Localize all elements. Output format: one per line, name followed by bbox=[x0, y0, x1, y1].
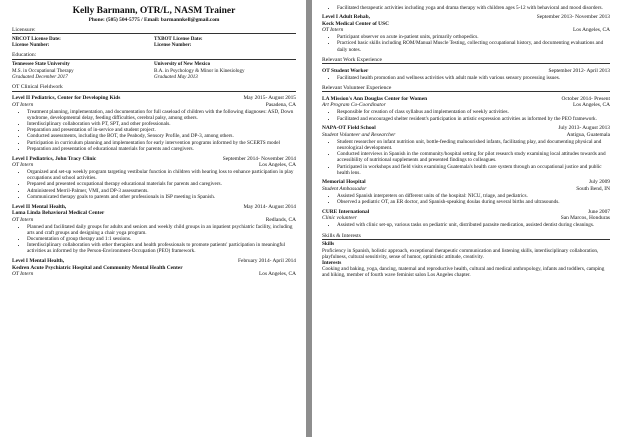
interests-label: Interests bbox=[322, 260, 342, 267]
job-subheader bbox=[322, 132, 610, 139]
job-role: OT Intern bbox=[322, 27, 344, 34]
job-subheader bbox=[322, 215, 610, 222]
job-bullets bbox=[322, 34, 610, 53]
job-bullet: • Administered Merril-Palmer, VMI, and DP-3 assessments. bbox=[27, 188, 296, 194]
job-entry bbox=[322, 125, 610, 176]
job-bullet: • Preparation and presentation of educational materials for parents and caregivers. bbox=[27, 146, 296, 152]
job-entry bbox=[12, 95, 296, 152]
job-bullet: • Participation in curriculum planning and implementation for early intervention programs informed by the SCERTS model bbox=[27, 140, 296, 146]
resume-page-2 bbox=[312, 0, 620, 437]
job-bullet: • Interdisciplinary collaboration with other therapists and health professionals to promote patients' participation in meaningful activities as informed by the Person-Environment-Occupation (PEO) framework. bbox=[27, 242, 296, 254]
work-list bbox=[322, 68, 610, 81]
job-bullets bbox=[12, 109, 296, 152]
job-bullets bbox=[322, 222, 610, 228]
job-title: Level II Mental Health, bbox=[12, 203, 67, 210]
job-dates: September 2013- November 2013 bbox=[536, 14, 610, 21]
volunteer-heading: Relevant Volunteer Experience bbox=[322, 85, 610, 92]
job-location: Los Angeles, CA bbox=[259, 271, 296, 278]
license-number: License Number: bbox=[12, 42, 50, 49]
job-role: OT Intern bbox=[12, 216, 34, 223]
job-bullet: • Participated in workshops and field visits examining Guatemala's health care system through an occupational justice and public health lens. bbox=[337, 164, 610, 176]
job-bullets bbox=[322, 75, 610, 81]
job-title: NAPA-OT Field School bbox=[322, 125, 376, 132]
job-location: San Marcos, Honduras bbox=[560, 215, 610, 222]
fieldwork-heading: OT Clinical Fieldwork bbox=[12, 84, 296, 91]
job-subheader bbox=[322, 27, 610, 34]
fieldwork-continued bbox=[322, 14, 610, 53]
education-heading: Education: bbox=[12, 52, 296, 59]
job-title: Memorial Hospital bbox=[322, 179, 366, 186]
job-entry bbox=[322, 96, 610, 122]
job-bullets bbox=[322, 193, 610, 205]
interests-text: Cooking and baking, yoga, dancing, maternal and reproductive health, cultural and medical anthropology, infants and toddlers, camping and hiking, member of fourth wave feminist salon Los Angeles chapter. bbox=[322, 266, 605, 279]
licensure-row bbox=[12, 36, 296, 49]
job-header bbox=[322, 68, 610, 75]
job-role: OT Intern bbox=[12, 162, 34, 169]
degree: B.A. in Psychology & Minor in Kinesiology bbox=[154, 67, 245, 74]
job-location: Los Angeles, CA bbox=[573, 102, 610, 109]
job-title-block bbox=[12, 258, 183, 271]
skills-label: Skills bbox=[322, 241, 335, 248]
resume-name: Kelly Barmann, OTR/L, NASM Trainer bbox=[72, 6, 236, 16]
job-role: Clinic volunteer bbox=[322, 215, 357, 222]
job-bullet: • Assisted with clinic set-up, various tasks on pediatric unit, distributed parasite medication, assisted dentist during cleanings. bbox=[337, 222, 610, 228]
job-bullet: • Conducted interviews in Spanish in the community/hospital setting for pilot research study examining local attitudes towards and accessibility of nutritional supplements and presented findings to colleagues. bbox=[337, 151, 610, 163]
job-bullets bbox=[12, 224, 296, 255]
job-dates: July 2009 bbox=[588, 179, 610, 186]
job-bullet: • Participant observer on acute in-patient units, primarily orthopedics. bbox=[337, 34, 610, 40]
volunteer-list bbox=[322, 96, 610, 229]
job-location: Los Angeles, CA bbox=[573, 27, 610, 34]
job-bullet: • Prepared and presented occupational therapy educational materials for parents and caregivers. bbox=[27, 181, 296, 187]
job-title-line2: Keck Medical Center of USC bbox=[322, 20, 389, 27]
job-bullet: • Documentation of group therapy and 1:1 sessions. bbox=[27, 236, 296, 242]
fieldwork-list bbox=[12, 95, 296, 277]
job-bullet: • Responsible for creation of class syllabus and implementation of weekly activities. bbox=[337, 109, 610, 115]
job-role: OT Intern bbox=[12, 101, 34, 108]
job-title-block bbox=[322, 14, 389, 27]
work-heading: Relevant Work Experience bbox=[322, 57, 610, 64]
job-location: Los Angeles, CA bbox=[259, 162, 296, 169]
contact-line: Phone: (505) 504-5775 / Email: barmannkell@gmail.com bbox=[88, 17, 220, 23]
job-bullets bbox=[12, 169, 296, 200]
job-header bbox=[12, 258, 296, 271]
skills-text: Proficiency in Spanish, holistic approach, exceptional therapeutic communication and listening skills, interdisciplinary collaboration, playfulness, cultural sensitivity, sense of humor, optimistic attitude, creativity. bbox=[322, 247, 599, 260]
job-bullet: • Interdisciplinary collaboration with PT, SPT, and other professionals. bbox=[27, 121, 296, 127]
job-role: Student Volunteer and Researcher bbox=[322, 131, 396, 138]
school-name: University of New Mexico bbox=[154, 61, 211, 68]
job-role: Student Ambassador bbox=[322, 185, 367, 192]
job-dates: May 2015- August 2015 bbox=[243, 95, 296, 102]
job-dates: September 2014- November 2014 bbox=[222, 155, 296, 162]
job-bullet: • Treatment planning, implementation, and documentation for full caseload of children with the following diagnoses: ASD, Down syndrome, developmental delay, feeding difficulties, cerebral palsy, among others. bbox=[27, 109, 296, 121]
job-subheader bbox=[322, 102, 610, 109]
continued-bullets bbox=[322, 5, 610, 11]
license-title: TXBOT License Date: bbox=[154, 35, 203, 42]
job-title: Level I Adult Rehab, bbox=[322, 14, 370, 21]
job-title: LA Mission's Ann Douglas Center for Women bbox=[322, 95, 428, 102]
job-title: CURE International bbox=[322, 208, 370, 215]
job-subheader bbox=[12, 162, 296, 169]
school-name: Tennessee State University bbox=[12, 61, 70, 68]
job-role: Art Program Co-Coordinator bbox=[322, 102, 386, 109]
resume-page-1 bbox=[0, 0, 306, 437]
job-location: Pasadena, CA bbox=[265, 101, 296, 108]
job-entry bbox=[322, 209, 610, 229]
job-bullet: • Planned and facilitated daily groups for adults and seniors and weekly child groups in an inpatient psychiatric facility, including arts and craft groups and designing a chair yoga program. bbox=[27, 224, 296, 236]
job-dates: October 2014- Present bbox=[561, 95, 610, 102]
job-subheader bbox=[12, 217, 296, 224]
job-title-line2: Kedren Acute Psychiatric Hospital and Community Mental Health Center bbox=[12, 264, 183, 271]
job-title-block bbox=[12, 204, 104, 217]
license-number: License Number: bbox=[154, 42, 192, 49]
licensure-heading: Licensure: bbox=[12, 27, 296, 34]
job-role: OT Intern bbox=[12, 271, 34, 278]
job-bullet: • Assisted Spanish interpreters on different units of the hospital: NICU, triage, and pediatrics. bbox=[337, 193, 610, 199]
job-entry bbox=[12, 156, 296, 201]
job-location: Antigua, Guatemala bbox=[566, 131, 610, 138]
job-location: South Bend, IN bbox=[576, 185, 610, 192]
job-bullet: • Facilitated health promotion and wellness activities with adult male with various sensory processing issues. bbox=[337, 75, 610, 81]
job-title: Level II Pediatrics, Center for Developing Kids bbox=[12, 95, 121, 102]
job-bullet: • Communicated therapy goals to parents and other professionals in ISP meeting in Spanish. bbox=[27, 194, 296, 200]
job-bullets bbox=[322, 109, 610, 121]
job-bullet: • Facilitated and encouraged shelter resident's participation in artistic expression activities as informed by the PEO framework. bbox=[337, 116, 610, 122]
grad-date: Graduated May 2013 bbox=[154, 73, 198, 80]
job-title-block bbox=[322, 68, 368, 75]
job-title: Level I Mental Health, bbox=[12, 258, 65, 265]
job-dates: May 2014- August 2014 bbox=[243, 203, 296, 210]
job-entry bbox=[322, 179, 610, 205]
job-bullet: • Facilitated therapeutic activities including yoga and drama therapy with children ages 5-12 with behavioral and mood disorders. bbox=[337, 5, 610, 11]
job-title-line2: Loma Linda Behavioral Medical Center bbox=[12, 210, 105, 217]
job-title: OT Student Worker bbox=[322, 67, 369, 74]
job-dates: September 2012- April 2013 bbox=[548, 67, 610, 74]
job-subheader bbox=[12, 102, 296, 109]
job-title: Level I Pediatrics, John Tracy Clinic bbox=[12, 155, 97, 162]
job-header bbox=[12, 204, 296, 217]
grad-date: Graduated December 2017 bbox=[12, 73, 68, 80]
job-subheader bbox=[12, 271, 296, 278]
job-entry bbox=[12, 258, 296, 278]
skills-heading: Skills & Interests bbox=[322, 233, 610, 240]
job-bullet: • Conducted assessments, including the BOT, the Peabody, Sensory Profile, and DP-3, among others. bbox=[27, 133, 296, 139]
job-dates: February 2014- April 2014 bbox=[238, 258, 296, 265]
job-entry bbox=[12, 204, 296, 255]
job-bullet: • Organized and set-up weekly program targeting vestibular function in children with hearing loss to enhance participation in play occupations and school activities. bbox=[27, 169, 296, 181]
job-header bbox=[322, 14, 610, 27]
job-bullet: • Preparation and presentation of in-service and student project. bbox=[27, 127, 296, 133]
job-dates: June 2007 bbox=[587, 208, 610, 215]
job-subheader bbox=[322, 186, 610, 193]
job-entry bbox=[322, 68, 610, 81]
job-bullet: • Observed a pediatric OT, an ER doctor, and Spanish-speaking doulas during several births and ultrasounds. bbox=[337, 199, 610, 205]
job-bullet: • Practiced basic skills including ROM/Manual Muscle Testing, collecting occupational history, and documenting evaluations and daily notes. bbox=[337, 40, 610, 52]
degree: M.S. in Occupational Therapy bbox=[12, 67, 74, 74]
job-entry bbox=[322, 14, 610, 53]
job-dates: July 2013- August 2013 bbox=[558, 125, 610, 132]
job-bullet: • Student researcher on infant nutrition unit, bottle-feeding malnourished infants, facilitating play, and documenting physical and neurological development. bbox=[337, 139, 610, 151]
job-location: Redlands, CA bbox=[265, 216, 296, 223]
education-row bbox=[12, 61, 296, 80]
job-bullets bbox=[322, 139, 610, 176]
license-title: NBCOT License Date: bbox=[12, 35, 61, 42]
